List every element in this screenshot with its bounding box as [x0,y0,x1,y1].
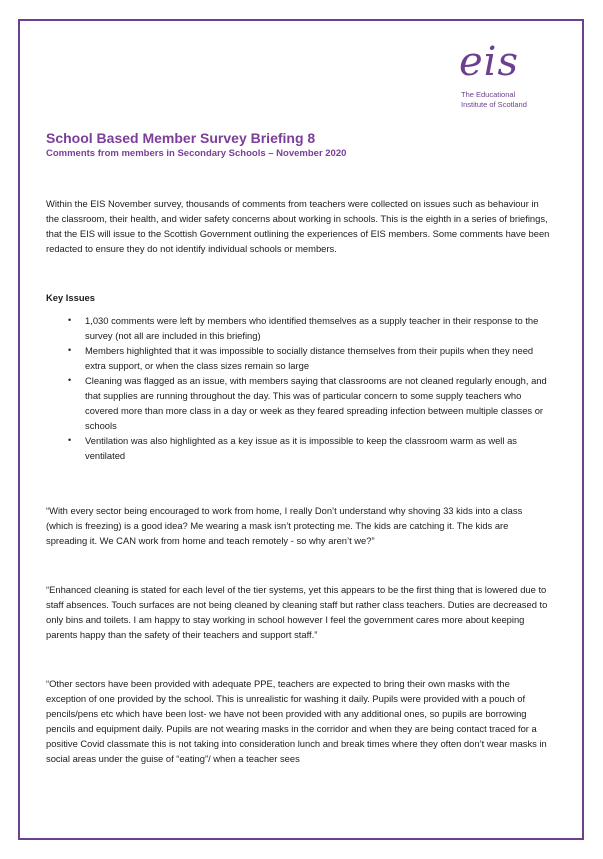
key-issue-text: Cleaning was flagged as an issue, with members saying that classrooms are not cleaned regularly enough, and that supplies are running throughout the day. This was of particular concern to some supply teachers who covered more than more class in a day or week as they feared spreading infection between multiple classes or schools [85,375,547,431]
key-issues-list [46,313,550,463]
bullet-icon: • [68,315,72,325]
key-issue-text: Ventilation was also highlighted as a key issue as it is impossible to keep the classroom warm as well as ventilated [85,435,517,461]
logo-caption-line2: Institute of Scotland [461,100,527,109]
key-issue-item [68,373,550,433]
key-issue-item [68,433,550,463]
logo-caption-line1: The Educational [461,90,516,99]
eis-logo [459,39,551,110]
document-body [46,196,550,766]
bullet-icon: • [68,345,72,355]
intro-paragraph: Within the EIS November survey, thousands of comments from teachers were collected on issues such as behaviour in the classroom, their health, and wider safety concerns about working in schools. This is the eighth in a series of briefings, that the EIS will issue to the Scottish Government outlining the experiences of EIS members. Some comments have been redacted to ensure they do not identify individual schools or members. [46,198,550,254]
key-issue-item [68,313,550,343]
key-issue-text: 1,030 comments were left by members who identified themselves as a supply teacher in their response to the survey (not all are included in this briefing) [85,315,539,341]
document-subtitle: Comments from members in Secondary Schools – November 2020 [46,148,347,159]
key-issues-heading: Key Issues [46,292,95,303]
member-quote: “Other sectors have been provided with adequate PPE, teachers are expected to bring their own masks with the exception of one provided by the school. This is unrealistic for washing it daily. Pupils were provided with a pouch of pencils/pens etc which have been lost- we have not been provided with any additional ones, so pupils are borrowing pencils and equipment daily. Pupils are not wearing masks in the corridor and when they are being contact traced for a positive Covid classmate this is not taking into consideration lunch and break times where they often don’t wear masks in social areas under the guise of “eating”/ when a teacher sees [46,678,547,764]
member-quote: “Enhanced cleaning is stated for each level of the tier systems, yet this appears to be the first thing that is lowered due to staff absences. Touch surfaces are not being cleaned by cleaning staff but rather class teachers. Duties are decreased to only bins and toilets. I am happy to stay working in school however I feel the government cares more about keeping parents happy than the safety of their teachers and support staff.” [46,584,548,640]
logo-mark: eis [459,39,519,85]
member-quote: “With every sector being encouraged to work from home, I really Don’t understand why shoving 33 kids into a class (which is freezing) is a good idea? Me wearing a mask isn’t protecting me. The kids are catching it. The kids are spreading it. We CAN work from home and teach remotely - so why aren’t we?” [46,505,523,546]
document-title: School Based Member Survey Briefing 8 [46,130,316,146]
logo-caption [461,90,551,110]
bullet-icon: • [68,375,72,385]
bullet-icon: • [68,435,72,445]
key-issue-text: Members highlighted that it was impossible to socially distance themselves from their pupils when they need extra support, or when the class sizes remain so large [85,345,534,371]
key-issue-item [68,343,550,373]
